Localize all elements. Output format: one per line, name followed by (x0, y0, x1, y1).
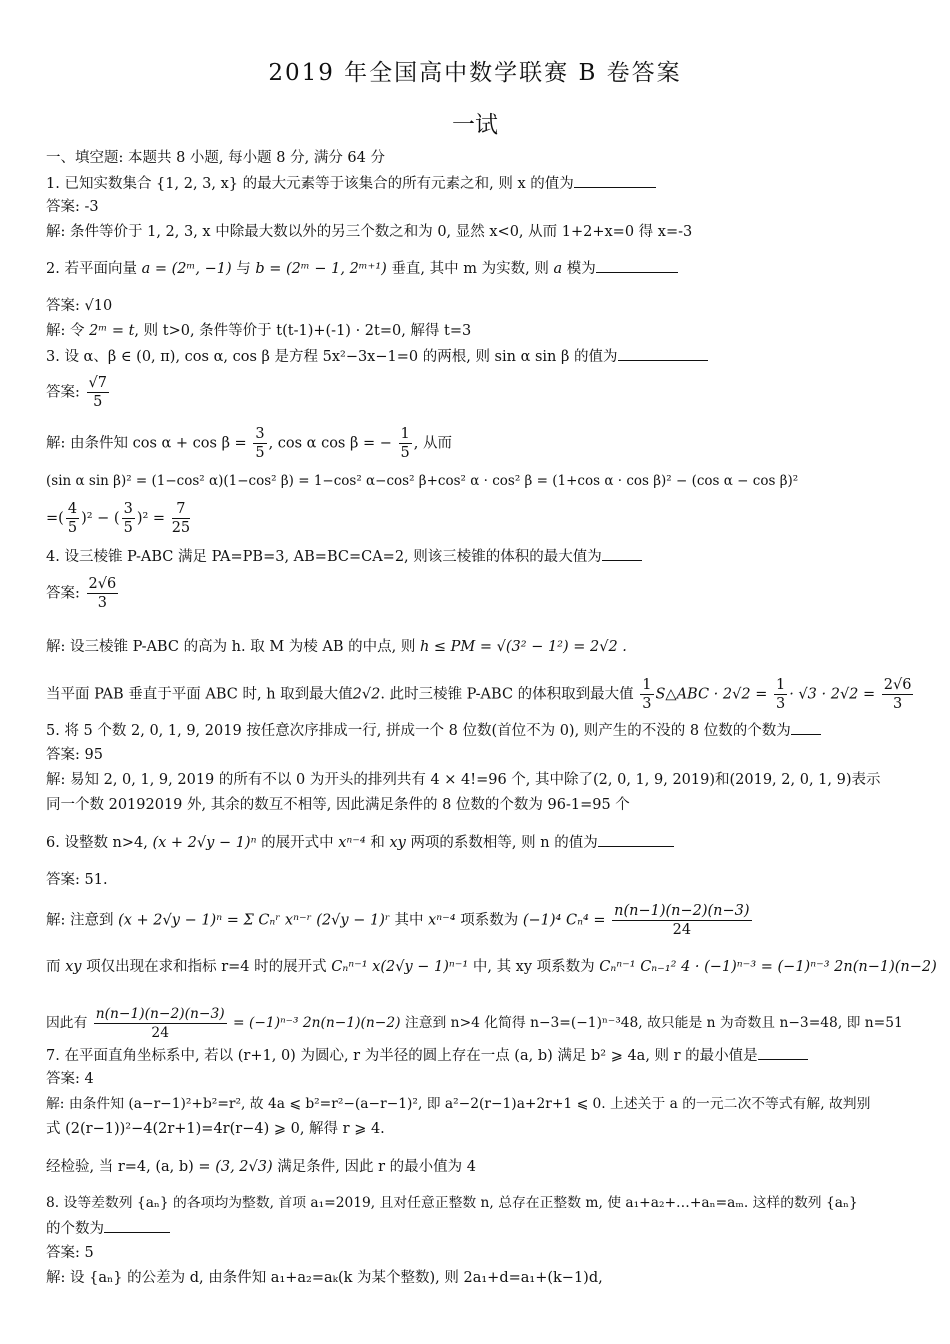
q4-line2-a: 当平面 PAB 垂直于平面 ABC 时, h 取到最大值 (46, 686, 353, 703)
q4-line2-val: 2√2 (352, 686, 381, 703)
q8-question-line2 (46, 1218, 170, 1239)
q3-sol-frac1-den: 5 (255, 445, 265, 461)
q6-question (46, 832, 674, 853)
q4-line2-frac1-den: 3 (642, 696, 652, 712)
q2-text-b: 与 (236, 261, 251, 277)
q6-sol3-frac-den: 24 (151, 1025, 169, 1041)
q3-solution-line2: (sin α sin β)² = (1−cos² α)(1−cos² β) = 1−cos² α−cos² β+cos² α · cos² β = (1+cos α · cos β)² − (cos α − cos β)² (46, 473, 799, 489)
q6-text-c: 和 (370, 835, 385, 851)
q7-solution-line1: 解: 由条件知 (a−r−1)²+b²=r², 故 4a ⩽ b²=r²−(a−r−1)², 即 a²−2(r−1)a+2r+1 ⩽ 0. 上述关于 a 的一元二次不等式有解, 故判别 (46, 1096, 871, 1112)
q2-answer-label: 答案: (46, 298, 80, 314)
q6-sol2-expr2: Cₙⁿ⁻¹ Cₙ₋₁² 4 · (−1)ⁿ⁻³ = (−1)ⁿ⁻³ 2n(n−1)(n−2) (599, 959, 937, 975)
section-heading: 一、填空题: 本题共 8 小题, 每小题 8 分, 满分 64 分 (46, 150, 385, 166)
q3-line3-frac1 (66, 500, 79, 537)
q4-answer-den: 3 (97, 595, 107, 611)
q3-question (46, 346, 708, 367)
q7-sol3-b: 满足条件, 因此 r 的最小值为 4 (277, 1159, 476, 1175)
q2-solution-a: 解: 令 (46, 323, 85, 339)
q6-sol1-frac (612, 902, 751, 939)
q5-answer-blank (791, 720, 821, 735)
q3-answer-num: √7 (88, 375, 107, 391)
q4-solution-line2 (46, 676, 915, 713)
q3-line3-b: ² − (86, 510, 110, 527)
q3-answer (46, 374, 111, 411)
q4-line2-frac2-num: 1 (775, 677, 786, 693)
q4-line2-c: S△ABC · 2√2 = (655, 686, 768, 703)
q3-line3-c: ² = (142, 510, 166, 527)
q3-line3-frac2-num: 3 (123, 501, 133, 517)
q3-line3-frac2-den: 5 (123, 520, 133, 536)
q4-sol-a: 解: 设三棱锥 P-ABC 的高为 h. 取 M 为棱 AB 的中点, 则 (46, 639, 416, 655)
q2-text-d: 模为 (566, 261, 596, 277)
q7-answer-blank (758, 1045, 808, 1060)
q6-solution-line2 (46, 957, 937, 977)
q1-question (46, 173, 656, 194)
q6-sol1-a: 解: 注意到 (46, 912, 114, 929)
q8-answer: 答案: 5 (46, 1245, 94, 1261)
q3-line3-frac1-den: 5 (67, 520, 78, 536)
q7-solution-line2: 式 (2(r−1))²−4(2r+1)=4r(r−4) ⩾ 0, 解得 r ⩾ 4. (46, 1121, 385, 1137)
q4-answer-label: 答案: (46, 585, 80, 602)
q6-sol1-expr3: (−1)⁴ Cₙ⁴ = (522, 912, 606, 929)
q2-solution-expr: 2ᵐ = t (89, 323, 135, 339)
q1-answer: 答案: -3 (46, 199, 99, 215)
q6-sol2-c: 中, 其 xy 项系数为 (472, 959, 595, 975)
q2-vector-b: b = (2ᵐ − 1, 2ᵐ⁺¹) (255, 261, 387, 277)
q6-sol3-b: 注意到 n>4 化简得 n−3=(−1)ⁿ⁻³48, 故只能是 n 为奇数且 n−3=48, 即 n=51 (404, 1015, 903, 1031)
q3-line3-frac3-num: 7 (172, 500, 190, 519)
q6-answer: 答案: 51. (46, 872, 108, 888)
q3-answer-fraction (87, 374, 109, 411)
q3-line3-frac3-den: 25 (171, 520, 191, 536)
q6-expr3: xy (389, 835, 406, 851)
q7-sol3-expr: (3, 2√3) (215, 1159, 273, 1175)
q3-answer-den: 5 (93, 394, 103, 410)
q3-sol-frac2-den: 5 (400, 445, 410, 461)
q2-text-a: 2. 若平面向量 (46, 261, 137, 277)
q3-sol-frac2 (399, 425, 412, 462)
q3-sol-frac2-num: 1 (400, 426, 410, 442)
q6-sol1-frac-den: 24 (672, 922, 692, 938)
q4-sol-expr: h ≤ PM = √(3² − 1²) = 2√2 . (419, 639, 627, 655)
q4-line2-frac1 (640, 676, 653, 713)
q2-vector-a: a = (2ᵐ, −1) (141, 261, 232, 277)
q3-answer-blank (618, 346, 708, 361)
q6-sol2-xy: xy (65, 959, 82, 975)
q4-answer (46, 575, 120, 612)
q5-solution-line2: 同一个数 20192019 外, 其余的数互不相等, 因此满足条件的 8 位数的个数为 96-1=95 个 (46, 797, 630, 813)
q3-sol-a: 解: 由条件知 cos α + cos β = (46, 435, 247, 452)
q4-question (46, 546, 642, 567)
q5-answer: 答案: 95 (46, 747, 103, 763)
q3-line3-eq: = (46, 510, 59, 527)
q6-text-d: 两项的系数相等, 则 n 的值为 (410, 835, 598, 851)
q6-sol1-frac-num: n(n−1)(n−2)(n−3) (614, 903, 750, 919)
q3-sol-frac1 (253, 425, 266, 462)
q3-question-text: 3. 设 α、β ∈ (0, π), cos α, cos β 是方程 5x²−3x−1=0 的两根, 则 sin α sin β 的值为 (46, 349, 618, 365)
q6-sol3-a: 因此有 (46, 1015, 88, 1031)
q5-question-text: 5. 将 5 个数 2, 0, 1, 9, 2019 按任意次序排成一行, 拼成一个 8 位数(首位不为 0), 则产生的不没的 8 位数的个数为 (46, 723, 791, 739)
q7-question-text: 7. 在平面直角坐标系中, 若以 (r+1, 0) 为圆心, r 为半径的圆上存在一点 (a, b) 满足 b² ⩾ 4a, 则 r 的最小值是 (46, 1048, 758, 1064)
q6-sol1-expr: (x + 2√y − 1)ⁿ = Σ Cₙʳ xⁿ⁻ʳ (2√y − 1)ʳ (118, 912, 390, 929)
q4-line2-d: · √3 · 2√2 = (789, 686, 876, 703)
page-subtitle: 一试 (452, 112, 498, 138)
q7-sol3-a: 经检验, 当 r=4, (a, b) = (46, 1159, 211, 1175)
q6-sol2-expr: Cₙⁿ⁻¹ x(2√y − 1)ⁿ⁻¹ (331, 959, 469, 975)
q5-solution-line1: 解: 易知 2, 0, 1, 9, 2019 的所有不以 0 为开头的排列共有 4 × 4!=96 个, 其中除了(2, 0, 1, 9, 2019)和(2019, 2, 0, 1, 9)表示 (46, 772, 881, 788)
q6-expr2: xⁿ⁻⁴ (338, 835, 366, 851)
q4-line2-frac2-den: 3 (775, 696, 786, 712)
q4-solution-line1 (46, 637, 627, 657)
q6-solution-line1 (46, 902, 754, 939)
q4-line2-frac2 (774, 676, 787, 713)
q2-text-c: 垂直, 其中 m 为实数, 则 (391, 261, 549, 277)
q4-question-text: 4. 设三棱锥 P-ABC 满足 PA=PB=3, AB=BC=CA=2, 则该三棱锥的体积的最大值为 (46, 549, 602, 565)
q4-line2-frac1-num: 1 (642, 677, 652, 693)
q4-answer-fraction (87, 575, 119, 612)
q2-vector-symbol: a (553, 261, 563, 277)
q3-line3-frac2 (122, 500, 135, 537)
q7-solution-line3 (46, 1157, 476, 1177)
q6-sol2-a: 而 (46, 959, 61, 975)
q3-sol-frac1-num: 3 (255, 426, 265, 442)
q8-solution: 解: 设 {aₙ} 的公差为 d, 由条件知 a₁+a₂=aₖ(k 为某个整数), 则 2a₁+d=a₁+(k−1)d, (46, 1270, 603, 1286)
q7-answer: 答案: 4 (46, 1071, 94, 1087)
q3-answer-label: 答案: (46, 384, 80, 401)
q6-expr1: (x + 2√y − 1)ⁿ (152, 835, 257, 851)
q2-question (46, 258, 678, 279)
q2-answer (46, 296, 112, 316)
q6-sol3-frac-num: n(n−1)(n−2)(n−3) (95, 1006, 225, 1022)
q1-answer-blank (574, 173, 656, 188)
q6-sol3-frac (94, 1005, 227, 1042)
q6-answer-blank (598, 832, 674, 847)
q4-line2-b: . 此时三棱锥 P-ABC 的体积取到最大值 (380, 686, 634, 703)
q6-solution-line3 (46, 1005, 903, 1042)
q6-sol1-c: 项系数为 (460, 912, 519, 929)
q6-sol3-expr: = (−1)ⁿ⁻³ 2n(n−1)(n−2) (233, 1015, 401, 1031)
q2-answer-value: √10 (84, 298, 113, 314)
q4-line2-frac3-num: 2√6 (883, 677, 912, 693)
q1-question-text: 1. 已知实数集合 {1, 2, 3, x} 的最大元素等于该集合的所有元素之和, 则 x 的值为 (46, 176, 574, 192)
q8-question-line1: 8. 设等差数列 {aₙ} 的各项均为整数, 首项 a₁=2019, 且对任意正整数 n, 总存在正整数 m, 使 a₁+a₂+…+aₙ=aₘ. 这样的数列 {aₙ} (46, 1195, 858, 1211)
q2-solution (46, 321, 471, 341)
q1-solution: 解: 条件等价于 1, 2, 3, x 中除最大数以外的另三个数之和为 0, 显然 x<0, 从而 1+2+x=0 得 x=-3 (46, 224, 693, 240)
q6-sol1-b: 其中 (394, 912, 424, 929)
q3-line3-frac1-num: 4 (67, 501, 78, 517)
q8-question2-text: 的个数为 (46, 1221, 104, 1237)
page-title: 2019 年全国高中数学联赛 B 卷答案 (268, 60, 682, 86)
q6-sol2-b: 项仅出现在求和指标 r=4 时的展开式 (86, 959, 327, 975)
q4-line2-frac3 (882, 676, 914, 713)
q4-answer-num: 2√6 (88, 576, 117, 592)
q8-answer-blank (104, 1218, 170, 1233)
q6-text-b: 的展开式中 (261, 835, 334, 851)
q2-answer-blank (596, 258, 678, 273)
q5-question (46, 720, 821, 741)
q3-sol-b: , cos α cos β = − (268, 435, 392, 452)
q3-line3-frac3 (172, 500, 190, 537)
q4-line2-frac3-den: 3 (893, 696, 903, 712)
q7-question (46, 1045, 808, 1066)
q3-solution-line1 (46, 425, 452, 462)
q6-text-a: 6. 设整数 n>4, (46, 835, 148, 851)
q3-solution-line3: =( $\frac{4}{5}$ )² − ( $\frac{3}{5}$ )² = $\frac{7}{25}$ (46, 501, 191, 536)
q4-answer-blank (602, 546, 642, 561)
q3-sol-c: , 从而 (413, 435, 452, 452)
q2-solution-b: , 则 t>0, 条件等价于 t(t-1)+(-1) · 2t=0, 解得 t=3 (134, 323, 472, 339)
q6-sol1-expr2: xⁿ⁻⁴ (428, 912, 456, 929)
